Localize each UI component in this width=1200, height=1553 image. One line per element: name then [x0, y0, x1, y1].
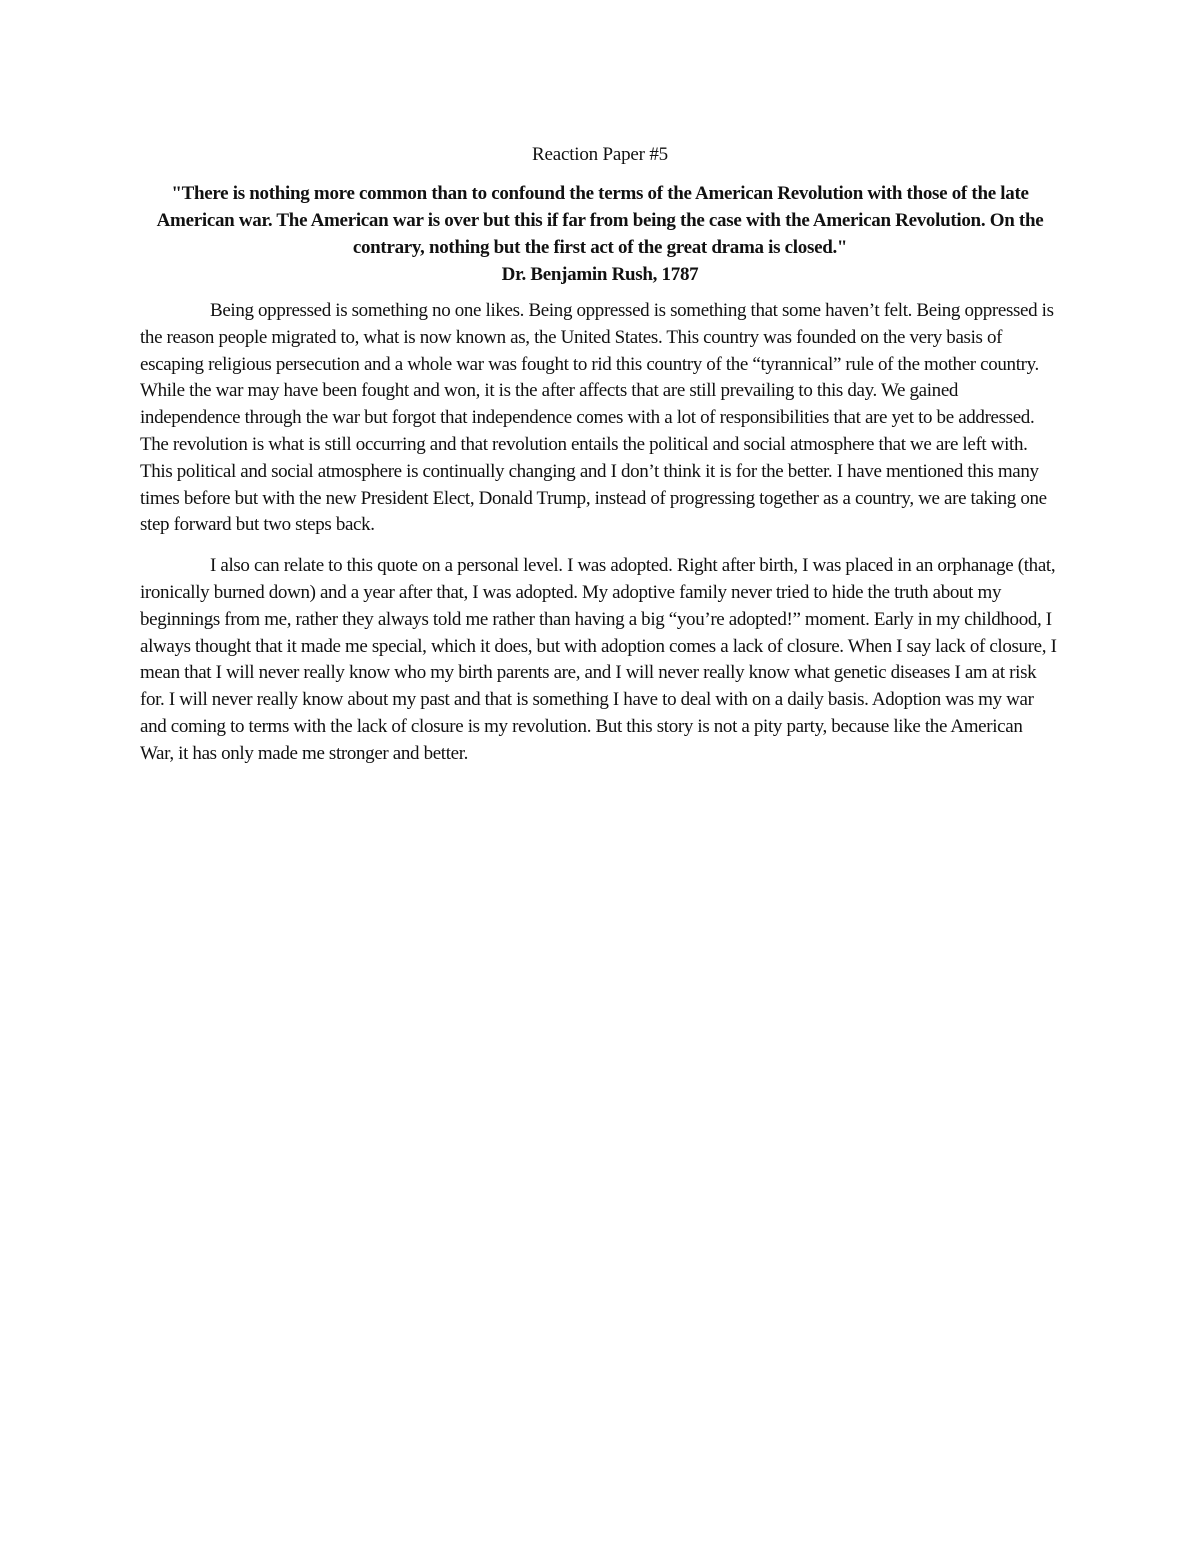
paper-title: Reaction Paper #5: [532, 144, 668, 165]
body-paragraph-2: I also can relate to this quote on a personal level. I was adopted. Right after birth, I was placed in an orphanage (that, ironically burned down) and a year after that, I was adopted. My adoptive family never tried to hide the truth about my beginnings from me, rather they always told me rather than having a big “you’re adopted!” moment. Early in my childhood, I always thought that it made me special, which it does, but with adoption comes a lack of closure. When I say lack of closure, I mean that I will never really know who my birth parents are, and I will never really know what genetic diseases I am at risk for. I will never really know about my past and that is something I have to deal with on a daily basis. Adoption was my war and coming to terms with the lack of closure is my revolution. But this story is not a pity party, because like the American War, it has only made me stronger and better.: [140, 555, 1057, 764]
epigraph-quote: "There is nothing more common than to confound the terms of the American Revolution with those of the late American war. The American war is over but this if far from being the case with the American Revolution. On the contrary, nothing but the first act of the great drama is closed.": [156, 183, 1044, 258]
document-body: [140, 141, 1060, 782]
body-paragraph-1: Being oppressed is something no one likes. Being oppressed is something that some haven’t felt. Being oppressed is the reason people migrated to, what is now known as, the United States. This country was founded on the very basis of escaping religious persecution and a whole war was fought to rid this country of the “tyrannical” rule of the mother country. While the war may have been fought and won, it is the after affects that are still prevailing to this day. We gained independence through the war but forgot that independence comes with a lot of responsibilities that are yet to be addressed. The revolution is what is still occurring and that revolution entails the political and social atmosphere that we are left with. This political and social atmosphere is continually changing and I don’t think it is for the better. I have mentioned this many times before but with the new President Elect, Donald Trump, instead of progressing together as a country, we are taking one step forward but two steps back.: [140, 300, 1054, 536]
quote-attribution: Dr. Benjamin Rush, 1787: [501, 264, 699, 285]
